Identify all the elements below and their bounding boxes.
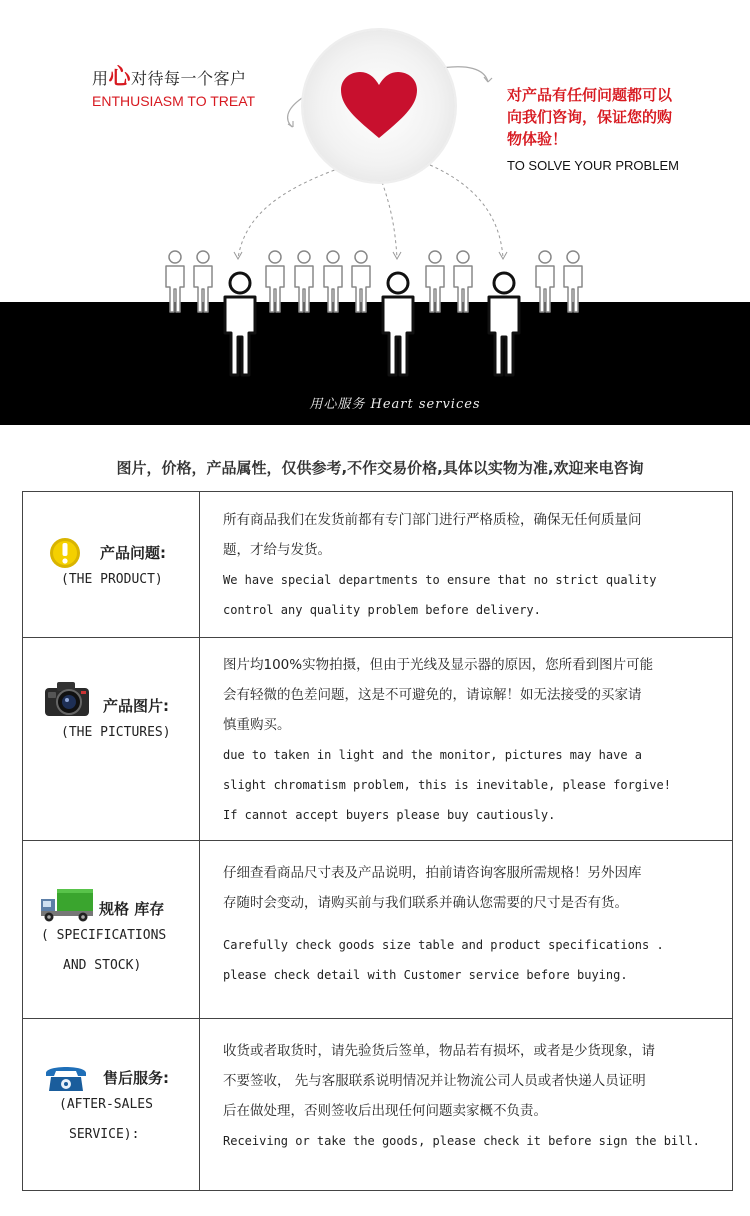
row-label-cn: 产品图片:: [103, 697, 169, 715]
content-cn-line: 慎重购买。: [223, 717, 291, 733]
row-label-cell: [23, 841, 200, 1018]
content-en-line: We have special departments to ensure that no strict quality: [223, 573, 657, 587]
left-curve-arrow: [288, 98, 302, 127]
warning-icon: [49, 536, 81, 570]
content-en-line: slight chromatism problem, this is inevitable, please forgive!: [223, 778, 671, 792]
truck-icon: [39, 887, 95, 923]
heart-services-slogan: 用心服务 Heart services: [309, 397, 481, 412]
content-en-line: If cannot accept buyers please buy cautiously.: [223, 808, 556, 822]
left-tagline-cn: 用心对待每一个客户: [92, 65, 247, 90]
row-content-cell: [200, 1019, 732, 1190]
row-content-cell: [200, 492, 732, 637]
left-tagline: [92, 60, 255, 109]
hero-banner: [0, 0, 750, 425]
service-info-table: [22, 491, 733, 1191]
content-cn-line: 存随时会变动，请购买前与我们联系并确认您需要的尺寸是否有货。: [223, 895, 628, 911]
row-label-cell: [23, 1019, 200, 1190]
disclaimer-notice: 图片，价格，产品属性，仅供参考,不作交易价格,具体以实物为准,欢迎来电咨询: [116, 459, 644, 477]
content-cn-line: 所有商品我们在发货前都有专门部门进行严格质检，确保无任何质量问: [223, 512, 642, 528]
row-content-cell: [200, 841, 732, 1018]
row-label-cn: 产品问题:: [100, 544, 166, 562]
content-cn-line: 会有轻微的色差问题，这是不可避免的，请谅解！如无法接受的买家请: [223, 687, 642, 703]
content-cn-line: 仔细查看商品尺寸表及产品说明，拍前请咨询客服所需规格！另外因库: [223, 865, 642, 881]
dashed-line-left: [238, 168, 340, 258]
content-en-line: control any quality problem before delivery.: [223, 603, 541, 617]
heart-icon: [341, 72, 417, 140]
dashed-line-center: [382, 182, 397, 258]
row-label-cn: 规格 库存: [99, 900, 165, 918]
content-cn-line: 不要签收， 先与客服联系说明情况并让物流公司人员或者快递人员证明: [223, 1073, 646, 1089]
right-tagline: [507, 84, 727, 173]
left-tagline-en: ENTHUSIASM TO TREAT: [92, 93, 256, 109]
table-row-pictures: [23, 637, 732, 840]
row-label-en: (THE PRODUCT): [61, 572, 163, 587]
camera-icon: [43, 680, 91, 718]
content-en-line: Receiving or take the goods, please check it before sign the bill.: [223, 1134, 700, 1148]
content-en-line: Carefully check goods size table and product specifications .: [223, 938, 664, 952]
right-tagline-cn: 对产品有任何问题都可以 向我们咨询，保证您的购 物体验！: [507, 86, 673, 148]
highlighted-customers: [225, 273, 519, 375]
row-label-en: ( SPECIFICATIONS: [41, 928, 167, 943]
dashed-line-right: [430, 165, 503, 258]
table-row-specifications: [23, 840, 732, 1018]
content-en-line: please check detail with Customer service before buying.: [223, 968, 628, 982]
row-label-cell: [23, 638, 200, 840]
row-label-cell: [23, 492, 200, 637]
heart-circle: [303, 30, 455, 182]
content-cn-line: 题，才给与发货。: [223, 542, 331, 558]
content-cn-line: 收货或者取货时，请先验货后签单，物品若有损坏，或者是少货现象，请: [223, 1043, 655, 1059]
phone-icon: [43, 1061, 89, 1093]
content-en-line: due to taken in light and the monitor, pictures may have a: [223, 748, 643, 762]
table-row-after-sales: [23, 1018, 732, 1190]
content-cn-line: 后在做处理，否则签收后出现任何问题卖家概不负责。: [223, 1103, 547, 1119]
right-tagline-en: TO SOLVE YOUR PROBLEM: [507, 158, 679, 173]
table-row-product: [23, 492, 732, 637]
row-label-en: AND STOCK): [63, 958, 142, 973]
row-label-en: (AFTER-SALES: [59, 1097, 153, 1112]
row-content-cell: [200, 638, 732, 840]
row-label-cn: 售后服务:: [103, 1069, 169, 1087]
row-label-en: SERVICE):: [69, 1127, 140, 1142]
row-label-en: (THE PICTURES): [61, 725, 171, 740]
content-cn-line: 图片均100%实物拍摄，但由于光线及显示器的原因，您所看到图片可能: [223, 657, 654, 673]
